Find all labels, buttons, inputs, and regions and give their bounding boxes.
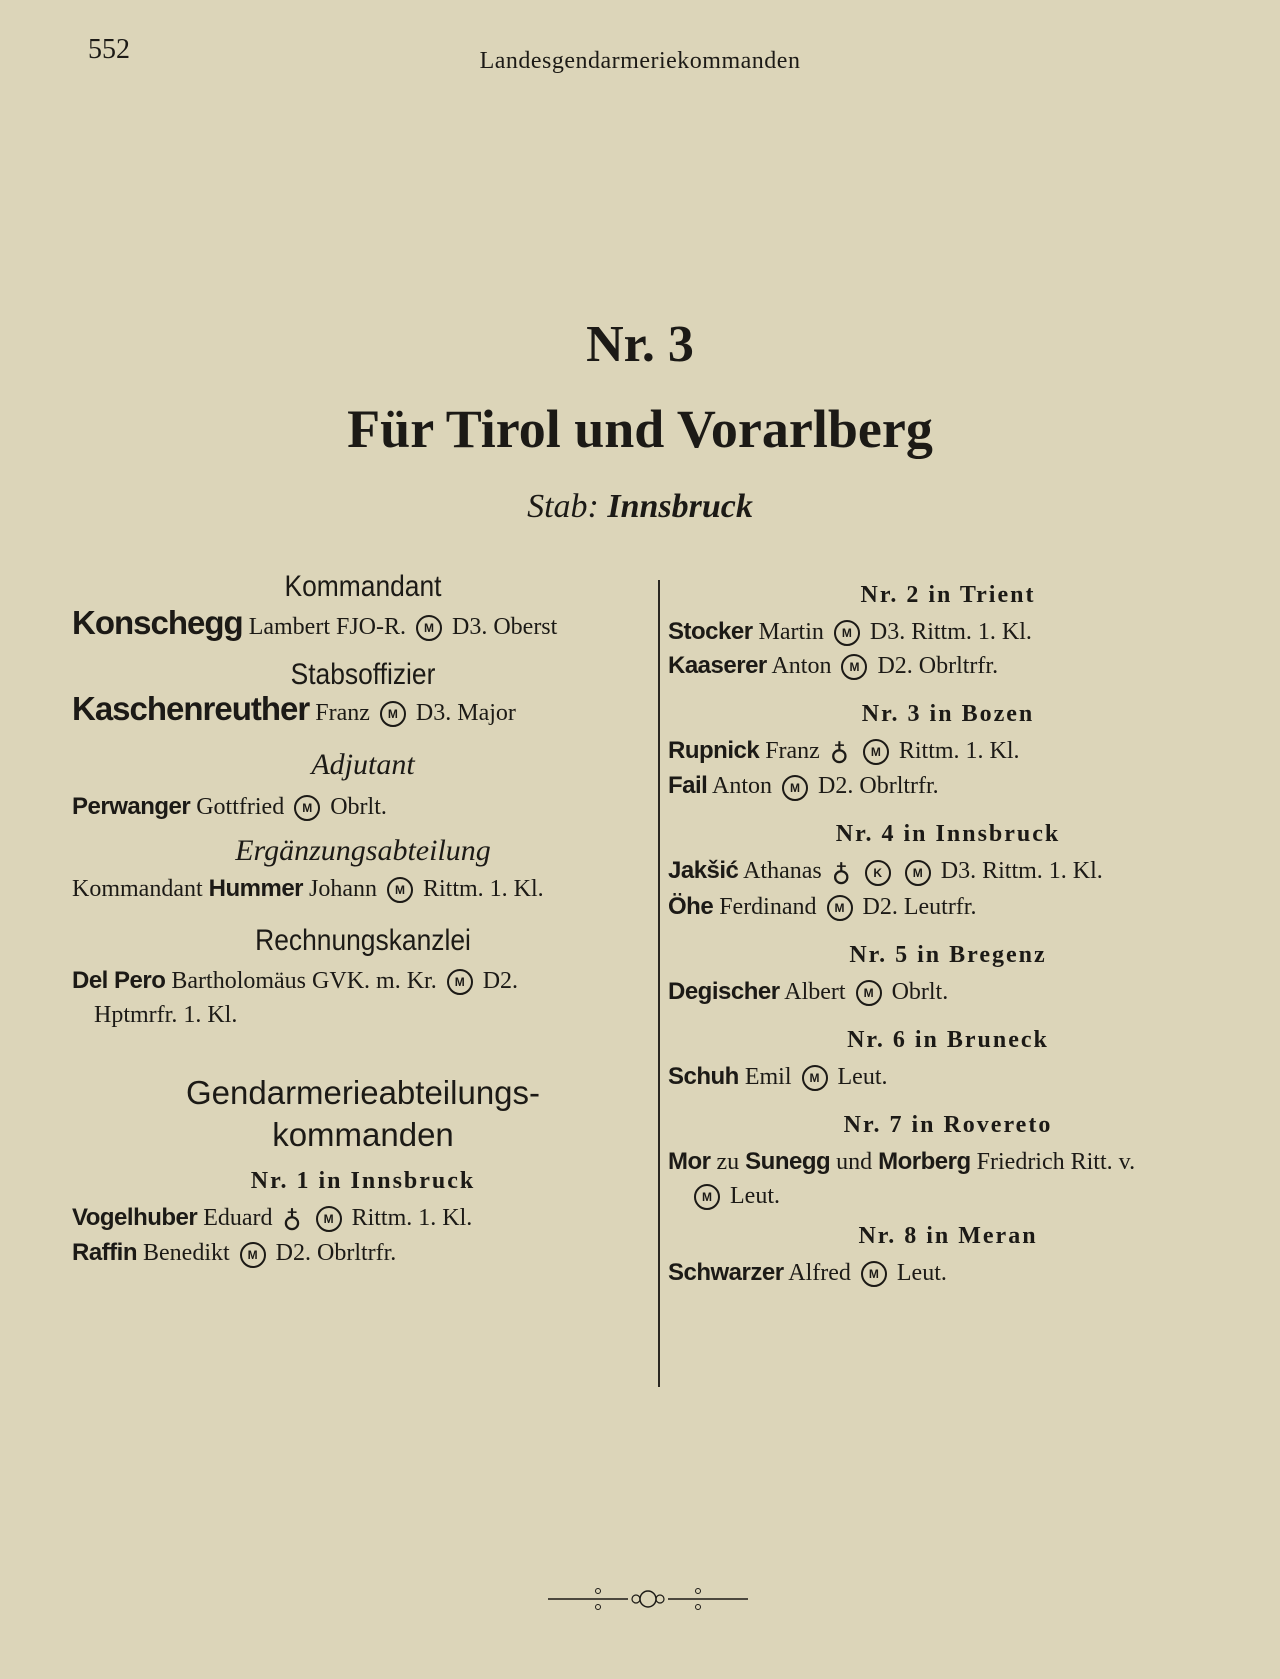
m-badge-icon: M xyxy=(782,775,808,801)
given-name: Albert xyxy=(784,978,846,1005)
given-name: Bartholomäus GVK. m. Kr. xyxy=(171,968,437,994)
adjutant-heading: Adjutant xyxy=(311,748,415,781)
gendarm-heading-line1: Gendarmerieabteilungs- xyxy=(185,1074,541,1111)
adjutant-entry xyxy=(72,790,654,824)
surname: Öhe xyxy=(668,892,714,920)
rechnung-entry xyxy=(72,964,654,998)
rechnung-entry-cont: Hptmrfr. 1. Kl. xyxy=(94,1002,238,1028)
unit-4-heading: Nr. 4 in Innsbruck xyxy=(835,821,1061,848)
unit-7-entry-1 xyxy=(668,1145,1228,1179)
gendarm-heading-line2: kommanden xyxy=(272,1116,454,1153)
unit-1-entry-1 xyxy=(72,1201,654,1236)
left-column xyxy=(72,570,654,1270)
surname: Raffin xyxy=(72,1239,137,1267)
unit-2-entry-2 xyxy=(668,649,1228,683)
m-badge-icon: M xyxy=(316,1206,342,1232)
given-name: Anton xyxy=(712,773,773,800)
m-badge-icon: M xyxy=(856,980,882,1006)
rank: Leut. xyxy=(730,1182,780,1209)
rank: D3. Major xyxy=(415,700,516,726)
surname: Degischer xyxy=(668,977,780,1005)
unit-1-entry-2 xyxy=(72,1236,654,1270)
unit-6-heading: Nr. 6 in Bruneck xyxy=(847,1026,1049,1053)
rank: D2. Obrltrfr. xyxy=(877,653,999,679)
unit-3-entry-1 xyxy=(668,734,1228,769)
given-name: Gottfried xyxy=(196,794,285,820)
unit-3-heading: Nr. 3 in Bozen xyxy=(861,701,1035,727)
unit-7-heading: Nr. 7 in Rovereto xyxy=(843,1111,1053,1138)
surname: Sunegg xyxy=(745,1147,831,1175)
rank: Rittm. 1. Kl. xyxy=(351,1205,473,1231)
rank: D3. Rittm. 1. Kl. xyxy=(869,619,1032,645)
unit-4-entry-2 xyxy=(668,890,1228,924)
surname: Fail xyxy=(668,772,708,800)
surname: Morberg xyxy=(878,1147,971,1175)
surname: Hummer xyxy=(208,875,303,902)
unit-6-entry-1 xyxy=(668,1060,1228,1094)
given-name: Johann xyxy=(309,876,377,902)
m-badge-icon: M xyxy=(416,615,442,641)
surname: Schwarzer xyxy=(668,1258,784,1286)
rank: D2. Obrltrfr. xyxy=(275,1240,397,1267)
m-badge-icon: M xyxy=(841,654,867,680)
rank: D2. Leutrfr. xyxy=(862,893,977,920)
ergaenzung-heading: Ergänzungsabteilung xyxy=(235,834,491,867)
m-badge-icon: M xyxy=(861,1261,887,1287)
given-name: Athanas xyxy=(743,858,822,885)
right-column xyxy=(668,582,1228,1290)
kommandant-entry xyxy=(72,606,654,644)
stab-separator: : xyxy=(587,488,608,525)
section-number: Nr. 3 xyxy=(586,316,694,373)
surname: Vogelhuber xyxy=(72,1204,198,1231)
ornament-divider-icon xyxy=(548,1584,748,1614)
m-badge-icon: M xyxy=(827,895,853,921)
stabsoffizier-heading: Stabsoffizier xyxy=(290,658,436,691)
given-name: Alfred xyxy=(788,1259,851,1286)
surname: Del Pero xyxy=(72,967,166,994)
surname: Mor xyxy=(668,1147,711,1175)
order-cross-icon: ♁ xyxy=(829,737,849,767)
order-cross-icon: ♁ xyxy=(831,857,851,887)
unit-4-entry-1 xyxy=(668,854,1228,889)
page-number: 552 xyxy=(88,34,130,65)
m-badge-icon: M xyxy=(447,969,473,995)
unit-2-heading: Nr. 2 in Trient xyxy=(860,582,1036,608)
given-name: Lambert FJO-R. xyxy=(248,614,406,640)
column-divider xyxy=(658,580,660,1387)
name-particle: zu xyxy=(716,1148,740,1175)
given-name: Franz xyxy=(315,700,370,726)
rank: D3. Rittm. 1. Kl. xyxy=(940,858,1103,885)
kommandant-heading: Kommandant xyxy=(284,570,442,603)
surname: Kaschenreuther xyxy=(72,690,310,727)
given-name: Eduard xyxy=(203,1205,273,1231)
k-badge-icon: K xyxy=(865,860,891,886)
name-particle: und xyxy=(836,1148,873,1175)
given-name: Ferdinand xyxy=(719,893,817,920)
unit-5-heading: Nr. 5 in Bregenz xyxy=(849,941,1047,968)
rank: D3. Oberst xyxy=(452,614,558,640)
m-badge-icon: M xyxy=(802,1065,828,1091)
page-title: Für Tirol und Vorarlberg xyxy=(347,399,933,459)
rank: D2. Obrltrfr. xyxy=(818,773,939,800)
m-badge-icon: M xyxy=(240,1242,266,1268)
given-name: Benedikt xyxy=(143,1240,230,1267)
unit-7-entry-1-cont xyxy=(668,1179,1228,1213)
stabsoffizier-entry xyxy=(72,692,654,730)
m-badge-icon: M xyxy=(294,795,320,821)
m-badge-icon: M xyxy=(380,701,406,727)
unit-1-heading: Nr. 1 in Innsbruck xyxy=(250,1168,476,1194)
unit-2-entry-1 xyxy=(668,615,1228,649)
surname: Jakšić xyxy=(668,857,739,885)
stab-city: Innsbruck xyxy=(607,488,753,525)
stab-line xyxy=(0,488,1280,526)
m-badge-icon: M xyxy=(387,877,413,903)
rank: Leut. xyxy=(896,1259,947,1286)
m-badge-icon: M xyxy=(863,739,889,765)
role-prefix: Kommandant xyxy=(72,876,203,902)
surname: Schuh xyxy=(668,1062,739,1090)
given-name: Friedrich Ritt. v. xyxy=(976,1148,1136,1175)
surname: Stocker xyxy=(668,618,753,645)
given-name: Martin xyxy=(758,619,824,645)
rank: Rittm. 1. Kl. xyxy=(898,738,1020,764)
unit-8-entry-1 xyxy=(668,1256,1228,1290)
surname: Rupnick xyxy=(668,737,760,764)
rechnung-heading: Rechnungskanzlei xyxy=(255,924,471,957)
unit-5-entry-1 xyxy=(668,975,1228,1009)
m-badge-icon: M xyxy=(834,620,860,646)
rank: Leut. xyxy=(837,1063,888,1090)
given-name: Emil xyxy=(744,1063,792,1090)
stab-label: Stab xyxy=(527,488,588,525)
surname: Perwanger xyxy=(72,793,191,820)
surname: Kaaserer xyxy=(668,652,767,679)
given-name: Anton xyxy=(771,653,832,679)
unit-3-entry-2 xyxy=(668,769,1228,803)
rank: Obrlt. xyxy=(330,794,387,820)
ergaenzung-entry xyxy=(72,872,654,906)
running-head: Landesgendarmeriekommanden xyxy=(479,48,801,74)
unit-8-heading: Nr. 8 in Meran xyxy=(858,1222,1038,1249)
rank: Obrlt. xyxy=(891,978,949,1005)
m-badge-icon: M xyxy=(694,1184,720,1210)
rank: D2. xyxy=(482,968,519,994)
m-badge-icon: M xyxy=(905,860,931,886)
given-name: Franz xyxy=(765,738,820,764)
rank: Rittm. 1. Kl. xyxy=(423,876,544,902)
surname: Konschegg xyxy=(72,604,243,641)
order-cross-icon: ♁ xyxy=(282,1204,302,1234)
